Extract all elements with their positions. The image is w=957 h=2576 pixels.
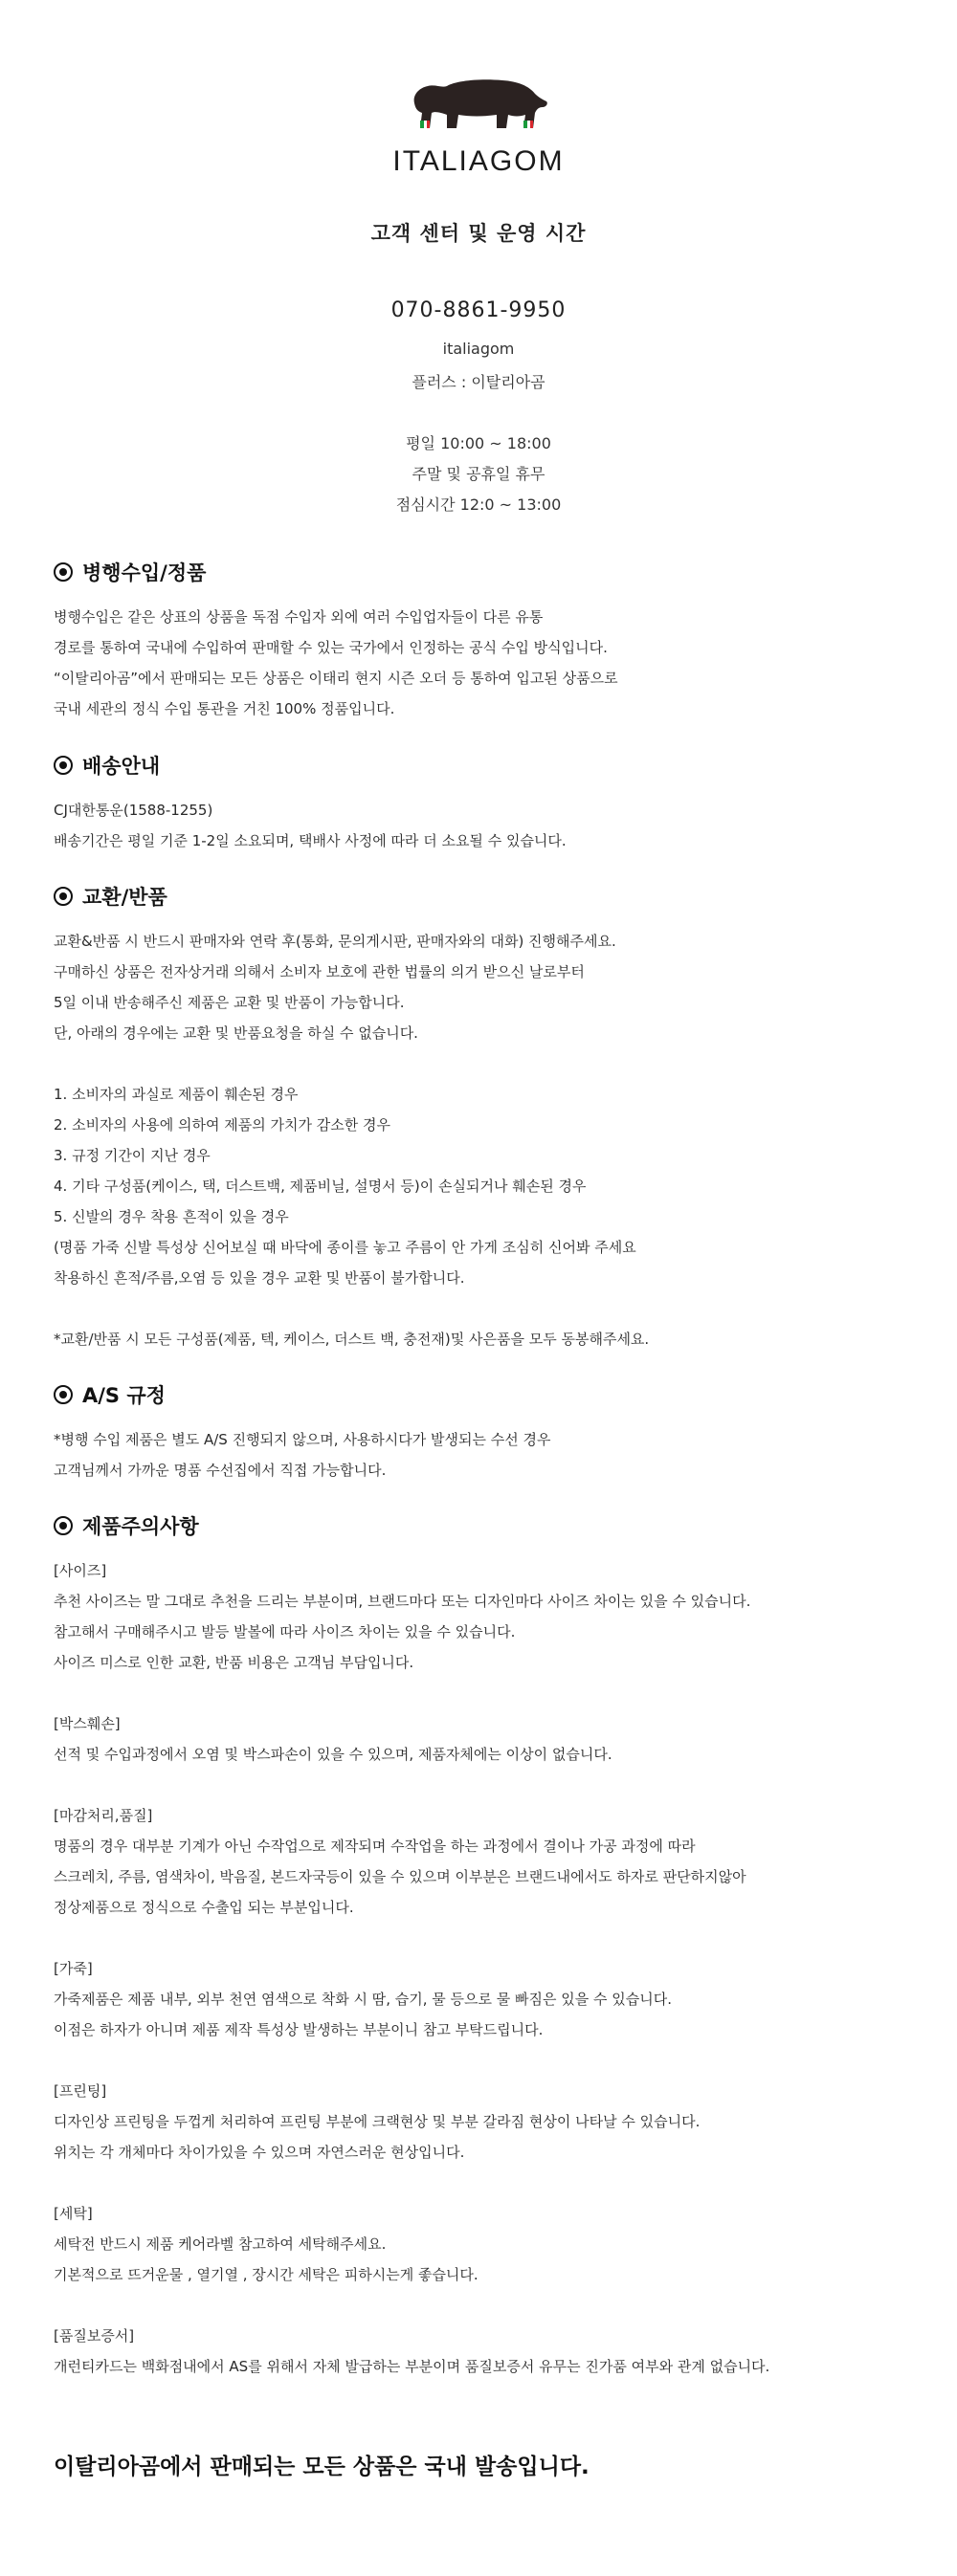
subheading: [사이즈] — [54, 1562, 107, 1579]
section-line: 1. 소비자의 과실로 제품이 훼손된 경우 — [54, 1086, 299, 1103]
section-line: “이탈리아곰”에서 판매되는 모든 상품은 이태리 현지 시즌 오더 등 통하여 입고된 상품으로 — [54, 670, 618, 687]
section-line: 사이즈 미스로 인한 교환, 반품 비용은 고객님 부담입니다. — [54, 1654, 414, 1671]
section-title: 제품주의사항 — [82, 1515, 199, 1538]
circle-bullet-icon — [54, 1385, 73, 1404]
subheading: [프린팅] — [54, 2082, 107, 2100]
section-exchange-return — [54, 882, 915, 1354]
section-line: 명품의 경우 대부분 기계가 아닌 수작업으로 제작되며 수작업을 하는 과정에서 결이나 가공 과정에 따라 — [54, 1838, 696, 1855]
spacer — [54, 1770, 915, 1800]
section-line: 고객님께서 가까운 명품 수선집에서 직접 가능합니다. — [54, 1462, 387, 1479]
spacer — [54, 2290, 915, 2321]
section-line: 스크레치, 주름, 염색차이, 박음질, 본드자국등이 있을 수 있으며 이부분은 브랜드내에서도 하자로 판단하지않아 — [54, 1868, 746, 1885]
section-line: 참고해서 구매해주시고 발등 발볼에 따라 사이즈 차이는 있을 수 있습니다. — [54, 1623, 516, 1640]
section-line: 기본적으로 뜨거운물 , 열기열 , 장시간 세탁은 피하시는게 좋습니다. — [54, 2266, 478, 2283]
domestic-shipping-note: 이탈리아곰에서 판매되는 모든 상품은 국내 발송입니다. — [54, 2455, 590, 2479]
spacer — [54, 1293, 915, 1324]
section-heading — [54, 751, 915, 780]
spacer — [54, 2168, 915, 2198]
section-line: 세탁전 반드시 제품 케어라벨 참고하여 세탁해주세요. — [54, 2235, 387, 2253]
section-heading — [54, 1380, 915, 1409]
section-line: *교환/반품 시 모든 구성품(제품, 텍, 케이스, 더스트 백, 충전재)및 사은품을 모두 동봉해주세요. — [54, 1331, 650, 1348]
section-heading — [54, 558, 915, 586]
section-line: 단, 아래의 경우에는 교환 및 반품요청을 하실 수 없습니다. — [54, 1024, 418, 1042]
section-title: 교환/반품 — [82, 886, 167, 909]
weekday-hours: 평일 10:00 ~ 18:00 — [406, 434, 551, 452]
plus-friend: 플러스 : 이탈리아곰 — [412, 373, 545, 391]
section-as-policy — [54, 1380, 915, 1486]
bear-logo-icon — [407, 75, 550, 134]
circle-bullet-icon — [54, 887, 73, 906]
section-line: 국내 세관의 정식 수입 통관을 거친 100% 정품입니다. — [54, 700, 395, 717]
spacer — [54, 1678, 915, 1708]
section-title: A/S 규정 — [82, 1384, 166, 1407]
section-line: 개런티카드는 백화점내에서 AS를 위해서 자체 발급하는 부분이며 품질보증서 유무는 진가품 여부와 관계 없습니다. — [54, 2358, 770, 2375]
customer-center-title: 고객 센터 및 운영 시간 — [370, 222, 587, 245]
section-line: CJ대한통운(1588-1255) — [54, 802, 213, 819]
section-shipping — [54, 751, 915, 856]
section-line: 2. 소비자의 사용에 의하여 제품의 가치가 감소한 경우 — [54, 1116, 390, 1134]
subheading: [세탁] — [54, 2205, 93, 2222]
section-parallel-import — [54, 558, 915, 724]
spacer — [54, 1923, 915, 1953]
section-line: 가죽제품은 제품 내부, 외부 천연 염색으로 착화 시 땀, 습기, 물 등으로 물 빠짐은 있을 수 있습니다. — [54, 1991, 672, 2008]
circle-bullet-icon — [54, 756, 73, 775]
spacer — [54, 1048, 915, 1079]
section-line: 추천 사이즈는 말 그대로 추천을 드리는 부분이며, 브랜드마다 또는 디자인마다 사이즈 차이는 있을 수 있습니다. — [54, 1593, 751, 1610]
section-line: *병행 수입 제품은 별도 A/S 진행되지 않으며, 사용하시다가 발생되는 수선 경우 — [54, 1431, 551, 1448]
section-product-notes — [54, 1511, 915, 2382]
subheading: [박스훼손] — [54, 1715, 121, 1732]
phone-number[interactable]: 070-8861-9950 — [390, 298, 567, 322]
subheading: [마감처리,품질] — [54, 1807, 153, 1824]
section-title: 배송안내 — [82, 755, 161, 778]
section-line: 5일 이내 반송해주신 제품은 교환 및 반품이 가능합니다. — [54, 994, 405, 1011]
subheading: [가죽] — [54, 1960, 93, 1977]
subheading: [품질보증서] — [54, 2327, 135, 2345]
section-line: 이점은 하자가 아니며 제품 제작 특성상 발생하는 부분이니 참고 부탁드립니다. — [54, 2021, 544, 2038]
section-line: 구매하신 상품은 전자상거래 의해서 소비자 보호에 관한 법률의 의거 받으신 날로부터 — [54, 963, 585, 980]
section-line: 배송기간은 평일 기준 1-2일 소요되며, 택배사 사정에 따라 더 소요될 수 있습니다. — [54, 832, 567, 849]
section-line: 정상제품으로 정식으로 수출입 되는 부분입니다. — [54, 1899, 354, 1916]
section-heading — [54, 1511, 915, 1540]
section-line: 병행수입은 같은 상표의 상품을 독점 수입자 외에 여러 수입업자들이 다른 유통 — [54, 608, 544, 626]
circle-bullet-icon — [54, 562, 73, 582]
brand-logo — [0, 75, 957, 178]
section-title: 병행수입/정품 — [82, 561, 207, 584]
section-line: 디자인상 프린팅을 두껍게 처리하여 프린팅 부분에 크랙현상 및 부분 갈라짐 현상이 나타날 수 있습니다. — [54, 2113, 701, 2130]
brand-name: ITALIAGOM — [392, 145, 565, 177]
circle-bullet-icon — [54, 1516, 73, 1535]
section-line: 경로를 통하여 국내에 수입하여 판매할 수 있는 국가에서 인정하는 공식 수입 방식입니다. — [54, 639, 608, 656]
section-line: 5. 신발의 경우 착용 흔적이 있을 경우 — [54, 1208, 289, 1225]
section-heading — [54, 882, 915, 911]
section-line: (명품 가죽 신발 특성상 신어보실 때 바닥에 종이를 놓고 주름이 안 가게 조심히 신어봐 주세요 — [54, 1239, 636, 1256]
section-line: 착용하신 흔적/주름,오염 등 있을 경우 교환 및 반품이 불가합니다. — [54, 1269, 465, 1287]
section-line: 3. 규정 기간이 지난 경우 — [54, 1147, 211, 1164]
section-line: 4. 기타 구성품(케이스, 택, 더스트백, 제품비닐, 설명서 등)이 손실되거나 훼손된 경우 — [54, 1178, 587, 1195]
lunch-hours: 점심시간 12:0 ~ 13:00 — [395, 495, 562, 514]
section-line: 선적 및 수입과정에서 오염 및 박스파손이 있을 수 있으며, 제품자체에는 이상이 없습니다. — [54, 1746, 612, 1763]
section-line: 위치는 각 개체마다 차이가있을 수 있으며 자연스러운 현상입니다. — [54, 2144, 465, 2161]
kakao-id: italiagom — [442, 340, 515, 358]
spacer — [54, 2045, 915, 2076]
section-line: 교환&반품 시 반드시 판매자와 연락 후(통화, 문의게시판, 판매자와의 대화) 진행해주세요. — [54, 933, 616, 950]
weekend-hours: 주말 및 공휴일 휴무 — [412, 465, 545, 483]
